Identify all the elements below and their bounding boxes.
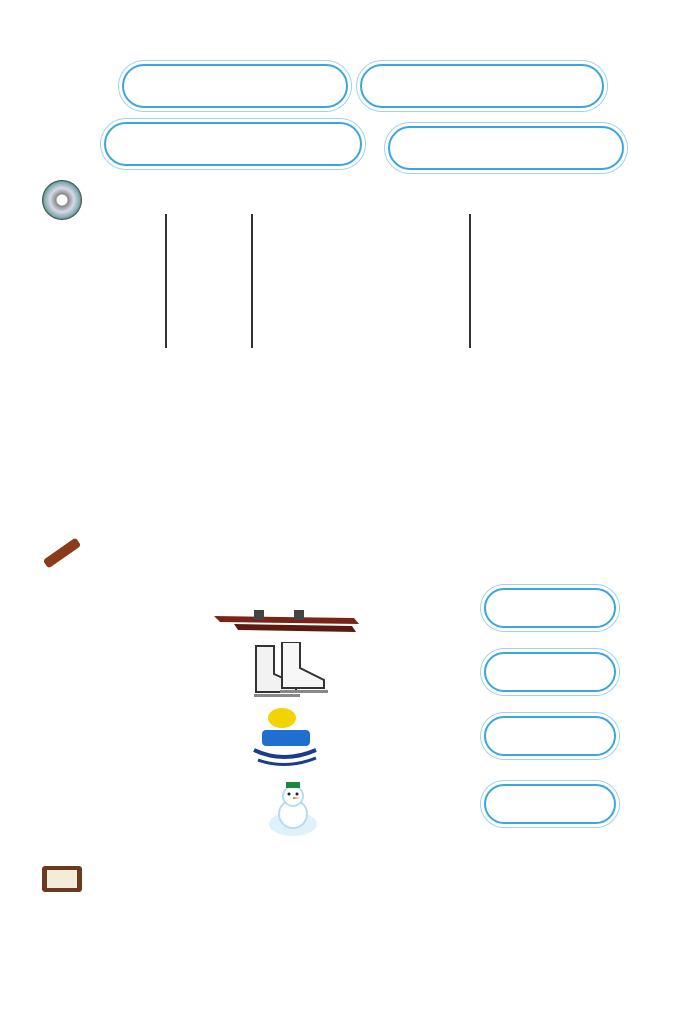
book-icon — [42, 866, 82, 892]
snowman-icon — [262, 776, 324, 838]
audio-cd-icon — [42, 180, 82, 220]
phrase-bubble-me-too — [388, 126, 624, 170]
phrase-bubble-can-you — [122, 64, 348, 108]
sledge-icon — [248, 706, 320, 770]
phrase-bubble-i-like-to — [104, 122, 362, 166]
lessons-line — [90, 908, 118, 932]
skates-icon — [248, 642, 330, 702]
phrase-bubble-yes-i-can — [360, 64, 604, 108]
table-divider — [469, 214, 471, 348]
reply-bubble — [484, 652, 616, 692]
table-divider — [165, 214, 167, 348]
reply-bubble — [484, 784, 616, 824]
table-divider — [251, 214, 253, 348]
reply-bubble — [484, 588, 616, 628]
skis-icon — [214, 604, 359, 634]
reply-bubble — [484, 716, 616, 756]
pencil-icon — [43, 537, 82, 568]
